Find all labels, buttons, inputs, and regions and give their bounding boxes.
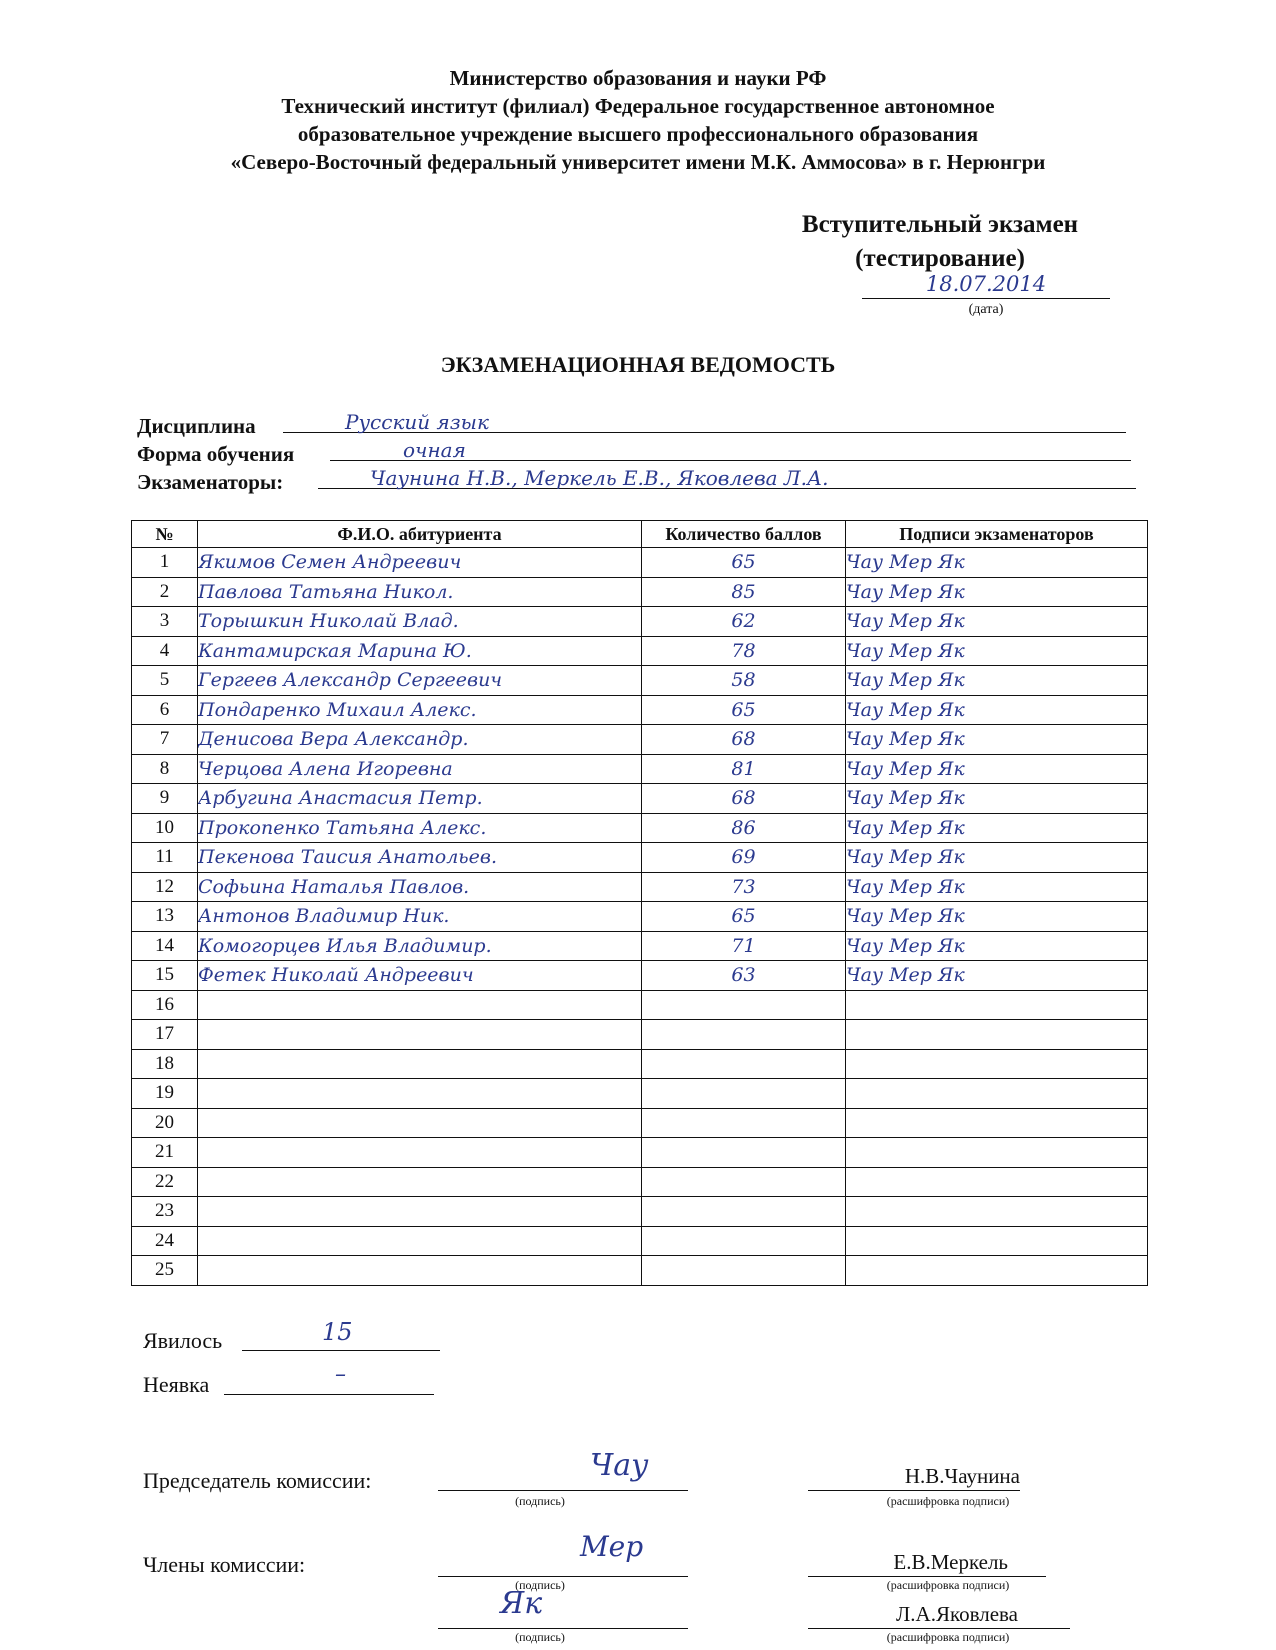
member1-sign-caption: (подпись)	[515, 1578, 565, 1592]
member1-decode-caption: (расшифровка подписи)	[886, 1578, 1010, 1592]
table-row	[132, 902, 1148, 932]
form-label: Форма обучения	[137, 442, 295, 466]
applicant-name: Кантамирская Марина Ю.	[198, 636, 642, 666]
row-number: 4	[132, 636, 198, 666]
col-score-header: Количество баллов	[642, 521, 846, 548]
table-row	[132, 607, 1148, 637]
examiner-signatures	[846, 1138, 1148, 1168]
chair-signature: Чау	[590, 1448, 649, 1483]
applicant-name: Павлова Татьяна Никол.	[198, 577, 642, 607]
chair-sign-line	[438, 1460, 688, 1491]
absent-underline	[224, 1366, 434, 1395]
table-body	[132, 548, 1148, 1286]
row-number: 18	[132, 1049, 198, 1079]
examiner-signatures: Чау Мер Як	[846, 607, 1148, 637]
applicant-name: Черцова Алена Игоревна	[198, 754, 642, 784]
table-row	[132, 1167, 1148, 1197]
examiner-signatures	[846, 1226, 1148, 1256]
row-number: 14	[132, 931, 198, 961]
examiners-value: Чаунина Н.В., Меркель Е.В., Яковлева Л.А.	[370, 466, 829, 490]
table-row	[132, 548, 1148, 578]
institute-line: Технический институт (филиал) Федеральное государственное автономное	[281, 94, 995, 118]
date-caption: (дата)	[968, 302, 1004, 317]
chair-decode-caption: (расшифровка подписи)	[886, 1494, 1010, 1508]
score: 81	[642, 754, 846, 784]
examiner-signatures: Чау Мер Як	[846, 813, 1148, 843]
table-row	[132, 784, 1148, 814]
score	[642, 1138, 846, 1168]
table-row	[132, 961, 1148, 991]
row-number: 23	[132, 1197, 198, 1227]
examiner-signatures	[846, 1197, 1148, 1227]
exam-title-line2: (тестирование)	[855, 245, 1025, 272]
table-row	[132, 1108, 1148, 1138]
examiner-signatures	[846, 1167, 1148, 1197]
score: 65	[642, 902, 846, 932]
score	[642, 1049, 846, 1079]
row-number: 13	[132, 902, 198, 932]
members-label: Члены комиссии:	[143, 1552, 306, 1577]
examiner-signatures: Чау Мер Як	[846, 931, 1148, 961]
chair-name: Н.В.Чаунина	[904, 1464, 1020, 1488]
examiner-signatures	[846, 1079, 1148, 1109]
examiner-signatures: Чау Мер Як	[846, 548, 1148, 578]
applicant-name: Якимов Семен Андреевич	[198, 548, 642, 578]
applicant-name: Пекенова Таисия Анатольев.	[198, 843, 642, 873]
score: 65	[642, 548, 846, 578]
applicant-name: Пондаренко Михаил Алекс.	[198, 695, 642, 725]
col-name-header: Ф.И.О. абитуриента	[198, 521, 642, 548]
examiner-signatures	[846, 1020, 1148, 1050]
table-row	[132, 990, 1148, 1020]
applicant-name: Торышкин Николай Влад.	[198, 607, 642, 637]
table-row	[132, 872, 1148, 902]
row-number: 3	[132, 607, 198, 637]
applicant-name	[198, 990, 642, 1020]
score: 71	[642, 931, 846, 961]
chair-label: Председатель комиссии:	[143, 1468, 372, 1493]
member1-sign-line	[438, 1546, 688, 1577]
score	[642, 1197, 846, 1227]
score: 68	[642, 784, 846, 814]
absent-value: –	[335, 1362, 346, 1387]
table-row	[132, 1079, 1148, 1109]
table-header-row	[132, 521, 1148, 548]
table-row	[132, 931, 1148, 961]
applicant-name	[198, 1020, 642, 1050]
examiners-label: Экзаменаторы:	[137, 470, 284, 494]
score: 69	[642, 843, 846, 873]
row-number: 8	[132, 754, 198, 784]
score	[642, 1256, 846, 1286]
row-number: 6	[132, 695, 198, 725]
discipline-value: Русский язык	[345, 410, 489, 434]
chair-sign-caption: (подпись)	[515, 1494, 565, 1508]
exam-table	[131, 520, 1148, 1286]
applicant-name	[198, 1167, 642, 1197]
row-number: 19	[132, 1079, 198, 1109]
member2-decode-caption: (расшифровка подписи)	[886, 1630, 1010, 1644]
applicant-name: Антонов Владимир Ник.	[198, 902, 642, 932]
score: 78	[642, 636, 846, 666]
doc-title: ЭКЗАМЕНАЦИОННАЯ ВЕДОМОСТЬ	[440, 352, 836, 377]
examiner-signatures: Чау Мер Як	[846, 872, 1148, 902]
row-number: 16	[132, 990, 198, 1020]
applicant-name: Фетек Николай Андреевич	[198, 961, 642, 991]
member2-name: Л.А.Яковлева	[896, 1602, 1018, 1626]
applicant-name	[198, 1108, 642, 1138]
row-number: 20	[132, 1108, 198, 1138]
applicant-name	[198, 1079, 642, 1109]
row-number: 24	[132, 1226, 198, 1256]
row-number: 12	[132, 872, 198, 902]
row-number: 2	[132, 577, 198, 607]
table-row	[132, 1049, 1148, 1079]
institution-type-line: образовательное учреждение высшего профессионального образования	[297, 122, 979, 146]
row-number: 9	[132, 784, 198, 814]
row-number: 17	[132, 1020, 198, 1050]
examiner-signatures: Чау Мер Як	[846, 695, 1148, 725]
examiner-signatures: Чау Мер Як	[846, 636, 1148, 666]
score: 68	[642, 725, 846, 755]
applicant-name: Комогорцев Илья Владимир.	[198, 931, 642, 961]
row-number: 1	[132, 548, 198, 578]
examiner-signatures: Чау Мер Як	[846, 577, 1148, 607]
score	[642, 1108, 846, 1138]
row-number: 15	[132, 961, 198, 991]
examiner-signatures: Чау Мер Як	[846, 843, 1148, 873]
score: 73	[642, 872, 846, 902]
exam-title-line1: Вступительный экзамен	[801, 211, 1079, 238]
form-value: очная	[403, 438, 466, 462]
row-number: 10	[132, 813, 198, 843]
exam-date: 18.07.2014	[925, 272, 1047, 296]
table-row	[132, 1197, 1148, 1227]
table-row	[132, 1138, 1148, 1168]
row-number: 22	[132, 1167, 198, 1197]
examiner-signatures: Чау Мер Як	[846, 666, 1148, 696]
discipline-label: Дисциплина	[137, 414, 256, 438]
applicant-name: Прокопенко Татьяна Алекс.	[198, 813, 642, 843]
score: 58	[642, 666, 846, 696]
absent-label: Неявка	[143, 1372, 210, 1397]
table-row	[132, 1020, 1148, 1050]
col-number-header: №	[132, 521, 198, 548]
member2-sign-line	[438, 1598, 688, 1629]
table-row	[132, 813, 1148, 843]
member1-signature: Мер	[580, 1530, 644, 1563]
score: 62	[642, 607, 846, 637]
examiner-signatures: Чау Мер Як	[846, 784, 1148, 814]
table-row	[132, 843, 1148, 873]
applicant-name	[198, 1256, 642, 1286]
applicant-name: Арбугина Анастасия Петр.	[198, 784, 642, 814]
table-row	[132, 1226, 1148, 1256]
row-number: 5	[132, 666, 198, 696]
table-row	[132, 1256, 1148, 1286]
score: 86	[642, 813, 846, 843]
examiner-signatures	[846, 1256, 1148, 1286]
member1-name: Е.В.Меркель	[893, 1550, 1008, 1574]
table-row	[132, 636, 1148, 666]
score: 63	[642, 961, 846, 991]
applicant-name	[198, 1197, 642, 1227]
ministry-line: Министерство образования и науки РФ	[449, 66, 827, 90]
col-signatures-header: Подписи экзаменаторов	[846, 521, 1148, 548]
row-number: 25	[132, 1256, 198, 1286]
university-line: «Северо-Восточный федеральный университет имени М.К. Аммосова» в г. Нерюнгри	[230, 150, 1046, 174]
examiner-signatures: Чау Мер Як	[846, 754, 1148, 784]
applicant-name	[198, 1138, 642, 1168]
table-row	[132, 666, 1148, 696]
examiner-signatures	[846, 1049, 1148, 1079]
applicant-name	[198, 1226, 642, 1256]
table-row	[132, 577, 1148, 607]
attended-label: Явилось	[143, 1328, 223, 1353]
examiner-signatures: Чау Мер Як	[846, 725, 1148, 755]
score	[642, 1226, 846, 1256]
attended-value: 15	[322, 1318, 353, 1346]
table-row	[132, 725, 1148, 755]
table-row	[132, 695, 1148, 725]
score	[642, 1020, 846, 1050]
score	[642, 1167, 846, 1197]
row-number: 11	[132, 843, 198, 873]
examiner-signatures	[846, 990, 1148, 1020]
score	[642, 1079, 846, 1109]
member2-sign-caption: (подпись)	[515, 1630, 565, 1644]
table-row	[132, 754, 1148, 784]
score	[642, 990, 846, 1020]
row-number: 21	[132, 1138, 198, 1168]
examiner-signatures: Чау Мер Як	[846, 961, 1148, 991]
applicant-name: Денисова Вера Александр.	[198, 725, 642, 755]
score: 85	[642, 577, 846, 607]
applicant-name	[198, 1049, 642, 1079]
applicant-name: Гергеев Александр Сергеевич	[198, 666, 642, 696]
score: 65	[642, 695, 846, 725]
member2-signature: Як	[500, 1586, 543, 1621]
examiner-signatures: Чау Мер Як	[846, 902, 1148, 932]
applicant-name: Софьина Наталья Павлов.	[198, 872, 642, 902]
exam-title	[760, 208, 1120, 276]
examiner-signatures	[846, 1108, 1148, 1138]
row-number: 7	[132, 725, 198, 755]
